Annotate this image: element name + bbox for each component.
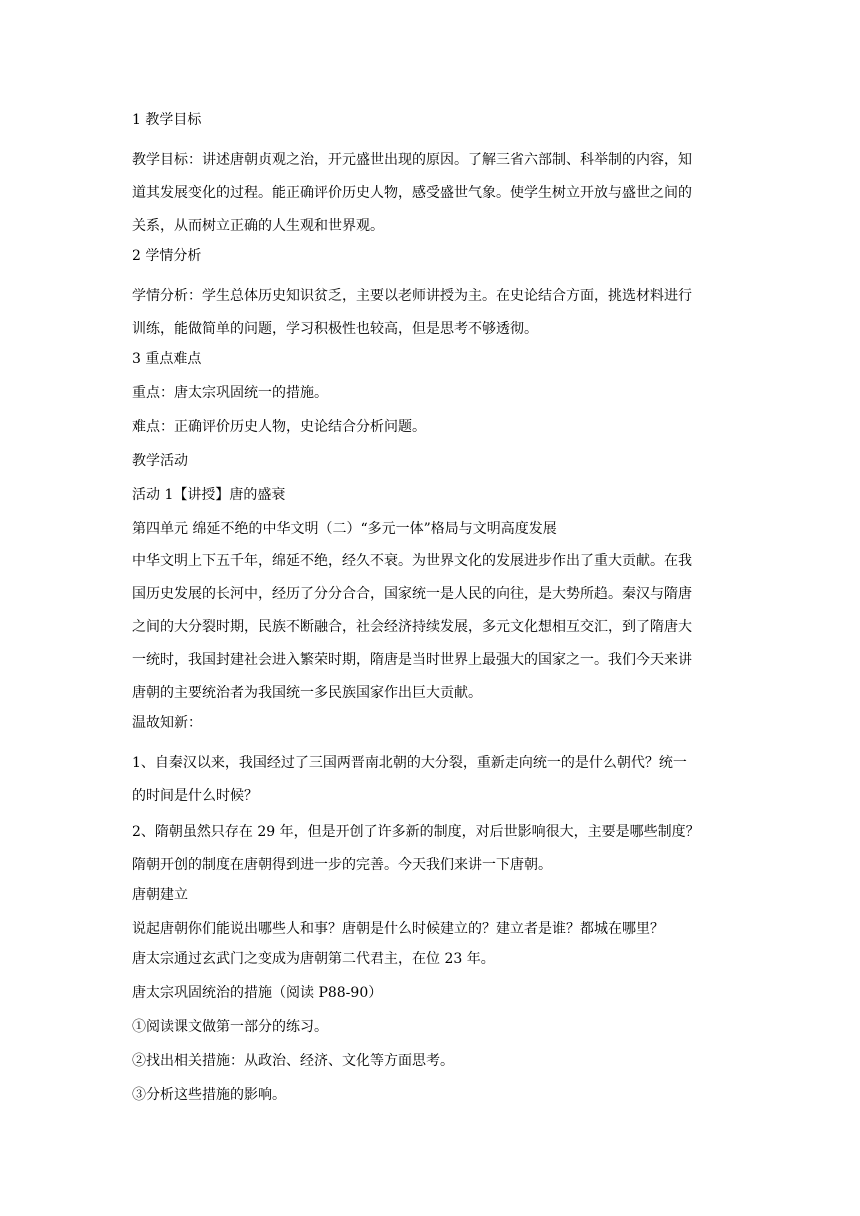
question-1-line-2: 的时间是什么时候？ (132, 788, 258, 804)
question-2-line-2: 隋朝开创的制度在唐朝得到进一步的完善。今天我们来讲一下唐朝。 (132, 857, 552, 873)
founding-question: 说起唐朝你们能说出哪些人和事？唐朝是什么时候建立的？建立者是谁？都城在哪里？ (132, 921, 664, 937)
review-heading: 温故知新： (132, 715, 202, 731)
goals-line-1: 教学目标：讲述唐朝贞观之治，开元盛世出现的原因。了解三省六部制、科举制的内容，知 (132, 152, 692, 168)
goals-paragraph (132, 144, 732, 243)
analysis-line-1: 学情分析：学生总体历史知识贫乏，主要以老师讲授为主。在史论结合方面，挑选材料进行 (132, 288, 692, 304)
step-3: ③分析这些措施的影响。 (132, 1087, 286, 1103)
intro-line-2: 国历史发展的长河中，经历了分分合合，国家统一是人民的向往，是大势所趋。秦汉与隋唐 (132, 586, 692, 602)
analysis-line-2: 训练，能做简单的问题，学习积极性也较高，但是思考不够透彻。 (132, 321, 538, 337)
question-1-line-1: 1、自秦汉以来，我国经过了三国两晋南北朝的大分裂，重新走向统一的是什么朝代？统一 (132, 755, 687, 771)
intro-paragraph (132, 545, 732, 710)
goals-line-2: 道其发展变化的过程。能正确评价历史人物，感受盛世气象。使学生树立开放与盛世之间的 (132, 185, 692, 201)
section-heading-goals: 1 教学目标 (132, 112, 202, 128)
measures-heading: 唐太宗巩固统治的措施（阅读 P88-90） (132, 985, 383, 1001)
intro-line-1: 中华文明上下五千年，绵延不绝，经久不衰。为世界文化的发展进步作出了重大贡献。在我 (132, 553, 692, 569)
activities-heading: 教学活动 (132, 453, 188, 469)
taizong-text: 唐太宗通过玄武门之变成为唐朝第二代君主，在位 23 年。 (132, 951, 495, 967)
question-2 (132, 816, 732, 882)
unit-title: 第四单元 绵延不绝的中华文明（二）“多元一体”格局与文明高度发展 (132, 521, 557, 537)
step-2: ②找出相关措施：从政治、经济、文化等方面思考。 (132, 1053, 454, 1069)
key-point-text: 重点：唐太宗巩固统一的措施。 (132, 385, 328, 401)
intro-line-3: 之间的大分裂时期，民族不断融合，社会经济持续发展，多元文化想相互交汇，到了隋唐大 (132, 619, 692, 635)
question-2-line-1: 2、隋朝虽然只存在 29 年，但是开创了许多新的制度，对后世影响很大，主要是哪些制度？ (132, 824, 700, 840)
step-1: ①阅读课文做第一部分的练习。 (132, 1019, 328, 1035)
intro-line-5: 唐朝的主要统治者为我国统一多民族国家作出巨大贡献。 (132, 685, 482, 701)
difficulty-text: 难点：正确评价历史人物，史论结合分析问题。 (132, 419, 426, 435)
section-heading-keypoints: 3 重点难点 (132, 351, 202, 367)
goals-line-3: 关系，从而树立正确的人生观和世界观。 (132, 218, 384, 234)
intro-line-4: 一统时，我国封建社会进入繁荣时期，隋唐是当时世界上最强大的国家之一。我们今天来讲 (132, 652, 692, 668)
document-page (132, 110, 732, 1119)
section-heading-analysis: 2 学情分析 (132, 248, 202, 264)
question-1 (132, 747, 732, 813)
activity-1-title: 活动 1【讲授】唐的盛衰 (132, 487, 286, 503)
founding-heading: 唐朝建立 (132, 887, 188, 903)
analysis-paragraph (132, 280, 732, 346)
